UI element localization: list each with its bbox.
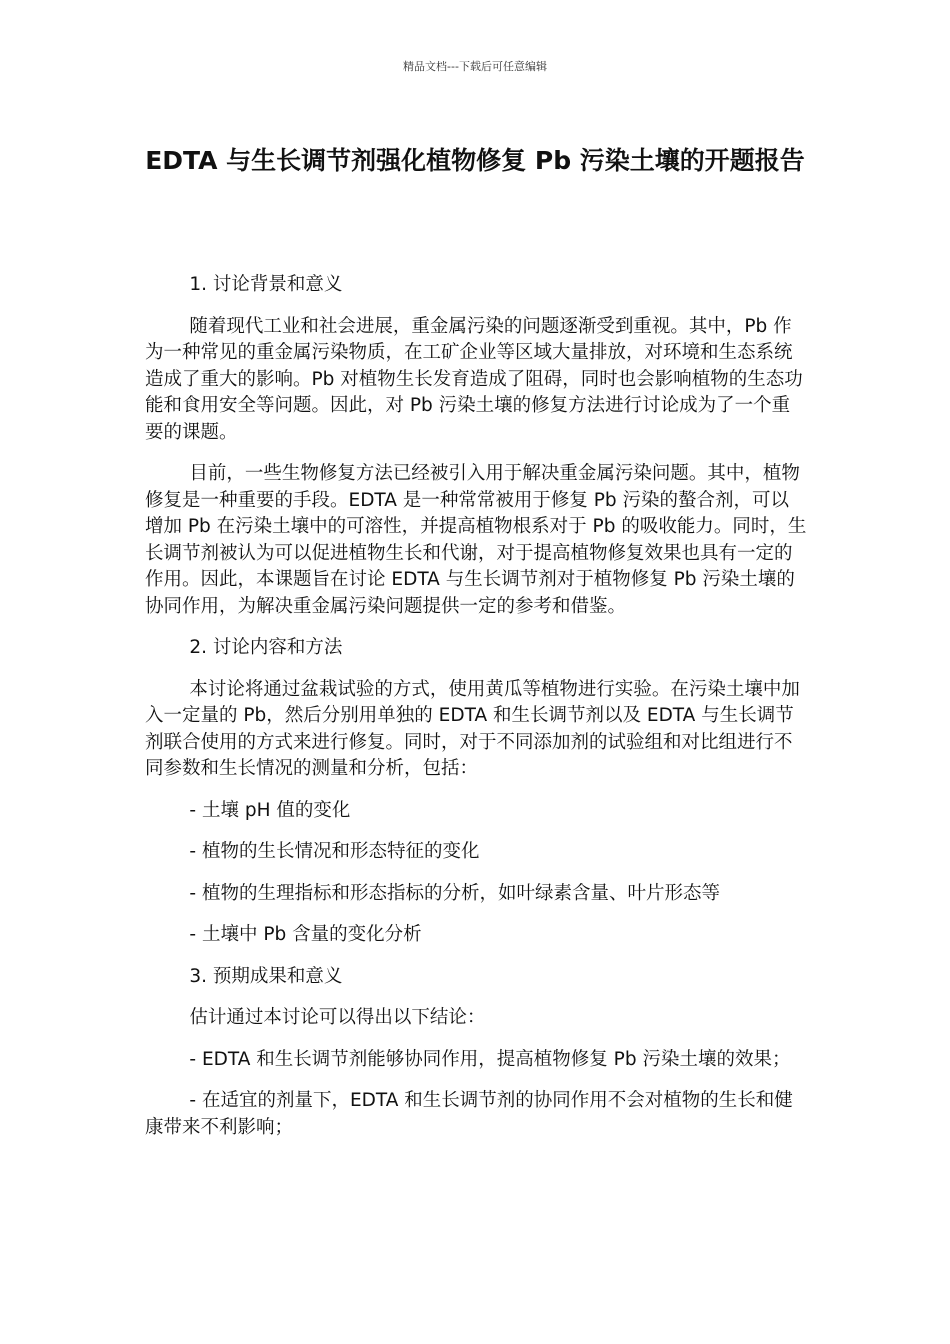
paragraph-background: 随着现代工业和社会进展，重金属污染的问题逐渐受到重视。其中，Pb 作为一种常见的重金属污染物质，在工矿企业等区域大量排放，对环境和生态系统造成了重大的影响。Pb 对植物生长发育造成了阻碍，同时也会影响植物的生态功能和食用安全等问题。因此，对 Pb 污染土壤的修复方法进行讨论成为了一个重要的课题。 [145,315,803,443]
list-item: - 土壤 pH 值的变化 [189,799,351,821]
document-body [145,272,807,1156]
list-item: - 植物的生长情况和形态特征的变化 [189,841,480,862]
header-note: 精品文档---下载后可任意编辑 [403,60,547,73]
paragraph-methods: 本讨论将通过盆栽试验的方式，使用黄瓜等植物进行实验。在污染土壤中加入一定量的 Pb，然后分别用单独的 EDTA 和生长调节剂以及 EDTA 与生长调节剂联合使用的方式来进行修复。同时，对于不同添加剂的试验组和对比组进行不同参数和生长情况的测量和分析，包括： [145,678,800,779]
paragraph-current-methods: 目前，一些生物修复方法已经被引入用于解决重金属污染问题。其中，植物修复是一种重要的手段。EDTA 是一种常常被用于修复 Pb 污染的螯合剂，可以增加 Pb 在污染土壤中的可溶性，并提高植物根系对于 Pb 的吸收能力。同时，生长调节剂被认为可以促进植物生长和代谢，对于提高植物修复效果也具有一定的作用。因此，本课题旨在讨论 EDTA 与生长调节剂对于植物修复 Pb 污染土壤的协同作用，为解决重金属污染问题提供一定的参考和借鉴。 [145,463,807,617]
list-item: - 在适宜的剂量下，EDTA 和生长调节剂的协同作用不会对植物的生长和健康带来不利影响； [145,1090,793,1138]
list-item: - EDTA 和生长调节剂能够协同作用，提高植物修复 Pb 污染土壤的效果； [189,1048,791,1070]
section-heading-3: 3. 预期成果和意义 [189,965,343,987]
section-heading-1: 1. 讨论背景和意义 [189,274,343,295]
list-item: - 土壤中 Pb 含量的变化分析 [189,924,422,945]
document-title: EDTA 与生长调节剂强化植物修复 Pb 污染土壤的开题报告 [145,146,805,175]
paragraph-conclusions-intro: 估计通过本讨论可以得出以下结论： [189,1007,486,1028]
section-heading-2: 2. 讨论内容和方法 [189,637,343,658]
list-item: - 植物的生理指标和形态指标的分析，如叶绿素含量、叶片形态等 [189,882,720,904]
